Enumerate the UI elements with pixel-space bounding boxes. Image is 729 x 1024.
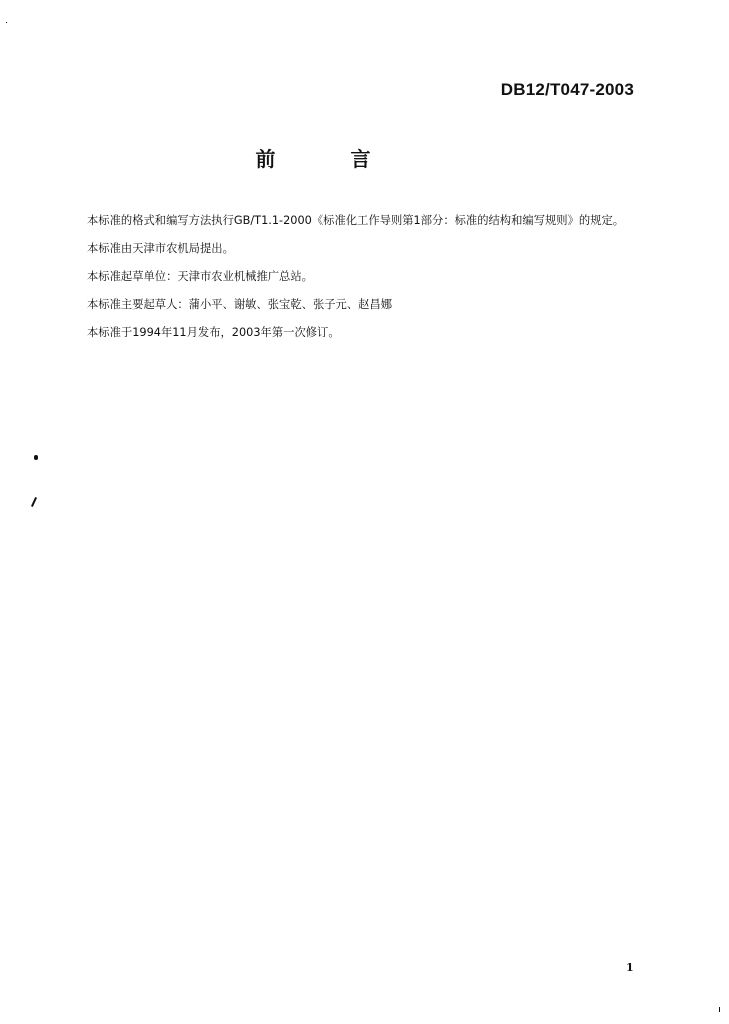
- paragraph-format: 本标准的格式和编写方法执行GB/T1.1-2000《标准化工作导则第1部分：标准的结构和编写规则》的规定。: [87, 214, 625, 227]
- scan-speck: [34, 455, 38, 460]
- document-code: DB12/T047-2003: [500, 80, 634, 99]
- paragraph-drafters: 本标准主要起草人：蒲小平、谢敏、张宝乾、张子元、赵昌娜: [87, 298, 393, 311]
- paragraph-proposer: 本标准由天津市农机局提出。: [87, 242, 234, 255]
- page-number: 1: [626, 961, 634, 974]
- scan-speck: [719, 1007, 720, 1012]
- paragraph-release: 本标准于1994年11月发布，2003年第一次修订。: [87, 326, 340, 339]
- scan-speck: [6, 22, 7, 23]
- preface-body: [62, 207, 642, 347]
- page-title: 前 言: [255, 147, 405, 171]
- scan-speck: [31, 497, 37, 507]
- paragraph-drafting-unit: 本标准起草单位：天津市农业机械推广总站。: [87, 270, 313, 283]
